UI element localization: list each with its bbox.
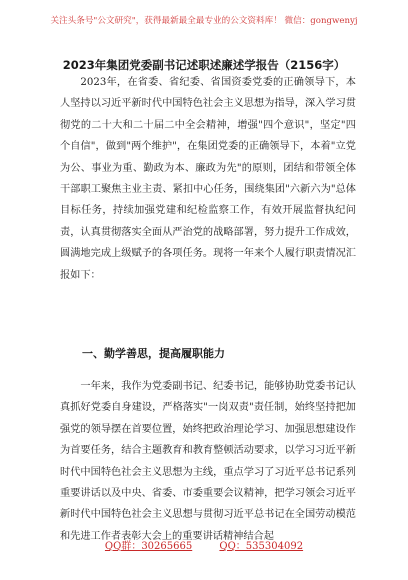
- section-heading: 一、勤学善思，提高履职能力: [82, 347, 225, 360]
- qq-group-link[interactable]: QQ群：30265665: [104, 541, 193, 552]
- qq-contact-link[interactable]: QQ：535304092: [219, 541, 304, 552]
- body-paragraph: 2023年，在省委、省纪委、省国资委党委的正确领导下，本人坚持以习近平新时代中国特色社会主义思想为指导，深入学习贯彻党的二十大和二十届二中全会精神，增强"四个意识"，坚定"四个自信"，做到"两个维护"，在集团党委的正确领导下，本着"立党为公、事业为重、勤政为本、廉政为先"的原则，团结和带领全体干部职工聚焦主业主责、紧扣中心任务，围绕集团"六新六为"总体目标任务，持续加强党建和纪检监察工作，有效开展监督执纪问责，认真贯彻落实全面从严治党的战略部署，努力提升工作成效，圆满地完成上级赋予的各项任务。现将一年来个人履行职责情况汇报如下：: [60, 77, 356, 281]
- footer-contacts: [0, 537, 408, 552]
- top-banner: 关注头条号"公文研究"，获得最新最全最专业的公文资料库！ 微信：gongwenyj: [50, 16, 358, 26]
- body-paragraph: 一年来，我作为党委副书记、纪委书记，能够协助党委书记认真抓好党委自身建设，严格落实"一岗双责"责任制，始终坚持把加强党的领导摆在首要位置，始终把政治理论学习、加强思想建设作为首要任务，结合主题教育和教育整顿活动要求，以学习习近平新时代中国特色社会主义思想为主线，重点学习了习近平总书记系列重要讲话以及中央、省委、市委重要会议精神，把学习领会习近平新时代中国特色社会主义思想与贯彻习近平总书记在全国劳动模范和先进工作者表彰大会上的重要讲话精神结合起: [60, 381, 356, 542]
- document-title: 2023年集团党委副书记述职述廉述学报告（2156字）: [62, 58, 346, 72]
